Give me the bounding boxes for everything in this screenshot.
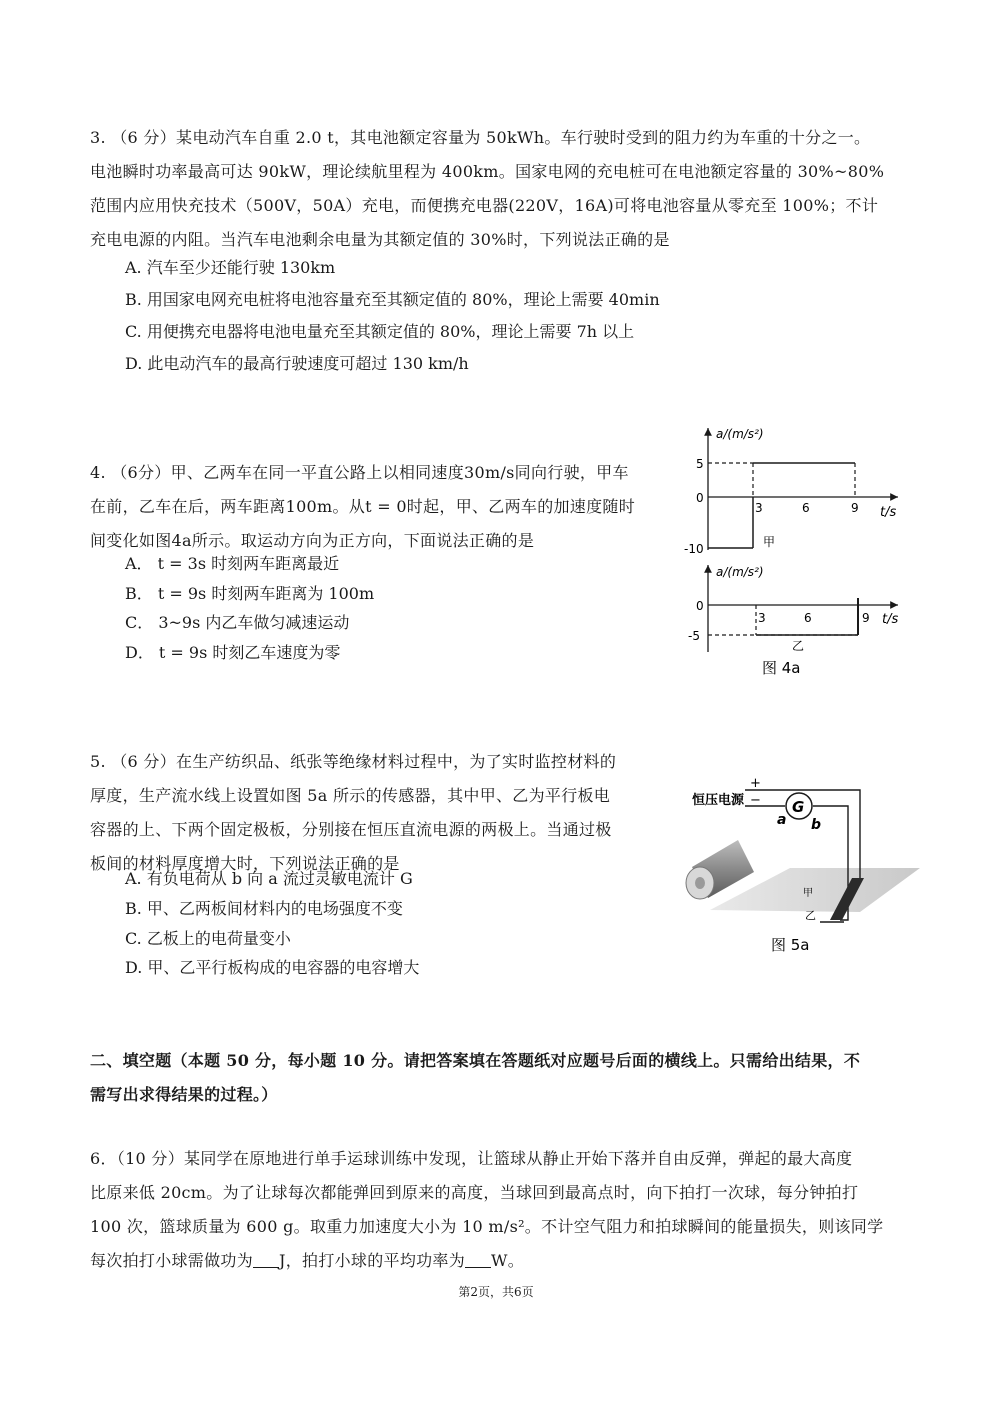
bottom-x-tick: 9 xyxy=(862,611,870,625)
top-y-tick: 5 xyxy=(696,457,704,471)
figure-5a xyxy=(670,770,930,960)
q6-line: 6．（10 分）某同学在原地进行单手运球训练中发现，让篮球从静止开始下落并自由反弹，弹起的最大高度 xyxy=(90,1149,853,1168)
q5-option-a: A. 有负电荷从 b 向 a 流过灵敏电流计 G xyxy=(125,869,413,888)
q4-option-c: C． 3~9s 内乙车做匀减速运动 xyxy=(125,613,350,632)
section-2-heading xyxy=(90,1044,920,1112)
top-y-tick: -10 xyxy=(684,542,704,556)
minus-label: − xyxy=(750,793,761,808)
q5-line: 厚度，生产流水线上设置如图 5a 所示的传感器，其中甲、乙为平行板电 xyxy=(90,786,611,805)
section-2-line: 二、填空题（本题 50 分，每小题 10 分。请把答案填在答题纸对应题号后面的横线上。只需给出结果，不 xyxy=(90,1051,861,1070)
terminal-b-label: b xyxy=(811,817,822,833)
q5-line: 板间的材料厚度增大时，下列说法正确的是 xyxy=(90,854,400,873)
q3-stem xyxy=(90,121,920,257)
bottom-x-tick: 3 xyxy=(758,611,766,625)
q4-line: 4. （6分）甲、乙两车在同一平直公路上以相同速度30m/s同向行驶，甲车 xyxy=(90,463,629,482)
q3-option-c: C. 用便携充电器将电池电量充至其额定值的 80%，理论上需要 7h 以上 xyxy=(125,322,635,341)
bottom-y-tick: 0 xyxy=(696,599,704,613)
q3-line: 电池瞬时功率最高可达 90kW，理论续航里程为 400km。国家电网的充电桩可在电池额定容量的 30%~80% xyxy=(90,162,885,181)
galvanometer-label: G xyxy=(792,798,805,816)
top-x-tick: 9 xyxy=(851,501,859,515)
top-x-label: t/s xyxy=(880,505,897,520)
plate-yi-label: 乙 xyxy=(805,909,816,922)
q4-stem xyxy=(90,456,680,558)
page-footer: 第2页，共6页 xyxy=(458,1285,534,1299)
q6-text: J，拍打小球的平均功率为 xyxy=(279,1251,466,1270)
q6-text: 每次拍打小球需做功为 xyxy=(90,1251,254,1270)
q4-option-b: B． t = 9s 时刻两车距离为 100m xyxy=(125,584,375,603)
q5-option-c: C. 乙板上的电荷量变小 xyxy=(125,929,291,948)
q3-option-b: B. 用国家电网充电桩将电池容量充至其额定值的 80%，理论上需要 40min xyxy=(125,290,660,309)
q3-option-a: A. 汽车至少还能行驶 130km xyxy=(125,258,336,277)
q5-stem xyxy=(90,745,670,881)
q3-option-d: D. 此电动汽车的最高行驶速度可超过 130 km/h xyxy=(125,354,469,373)
q6-text: W。 xyxy=(491,1251,525,1270)
q4-option-d: D． t = 9s 时刻乙车速度为零 xyxy=(125,643,341,662)
material-roll xyxy=(686,840,754,899)
figure-5a-caption: 图 5a xyxy=(771,936,810,954)
q5-option-d: D. 甲、乙平行板构成的电容器的电容增大 xyxy=(125,958,420,977)
top-x-tick: 3 xyxy=(755,501,763,515)
q3-line: 3. （6 分）某电动汽车自重 2.0 t，其电池额定容量为 50kWh。车行驶时受到的阻力约为车重的十分之一。 xyxy=(90,128,871,147)
yi-label: 乙 xyxy=(792,639,805,653)
q5-line: 容器的上、下两个固定极板，分别接在恒压直流电源的两极上。当通过极 xyxy=(90,820,612,839)
power-source-label: 恒压电源 xyxy=(692,793,745,808)
bottom-y-label: a/(m/s²) xyxy=(716,565,764,579)
q5-option-b: B. 甲、乙两板间材料内的电场强度不变 xyxy=(125,899,403,918)
answer-blank-work[interactable] xyxy=(253,1249,279,1268)
answer-blank-power[interactable] xyxy=(465,1249,491,1268)
jia-label: 甲 xyxy=(763,535,776,549)
terminal-a-label: a xyxy=(777,812,787,828)
bottom-x-tick: 6 xyxy=(804,611,812,625)
bottom-y-tick: -5 xyxy=(688,629,700,643)
q3-line: 范围内应用快充技术（500V，50A）充电，而便携充电器(220V，16A)可将电池容量从零充至 100%；不计 xyxy=(90,196,879,215)
top-y-label: a/(m/s²) xyxy=(716,427,764,441)
q6-stem xyxy=(90,1142,920,1278)
top-x-tick: 6 xyxy=(802,501,810,515)
q4-line: 间变化如图4a所示。取运动方向为正方向，下面说法正确的是 xyxy=(90,531,535,550)
bottom-x-label: t/s xyxy=(882,612,899,627)
figure-4a-caption: 图 4a xyxy=(762,659,801,677)
q4-option-a: A． t = 3s 时刻两车距离最近 xyxy=(125,554,340,573)
plus-label: + xyxy=(750,776,761,791)
section-2-line: 需写出求得结果的过程。） xyxy=(90,1085,278,1104)
q4-line: 在前，乙车在后，两车距离100m。从t = 0时起，甲、乙两车的加速度随时 xyxy=(90,497,635,516)
q6-line-last xyxy=(90,1244,920,1278)
q3-line: 充电电源的内阻。当汽车电池剩余电量为其额定值的 30%时，下列说法正确的是 xyxy=(90,230,670,249)
q6-line: 比原来低 20cm。为了让球每次都能弹回到原来的高度，当球回到最高点时，向下拍打一次球，每分钟拍打 xyxy=(90,1183,859,1202)
top-y-tick: 0 xyxy=(696,491,704,505)
q6-line: 100 次，篮球质量为 600 g。取重力加速度大小为 10 m/s²。不计空气阻力和拍球瞬间的能量损失，则该同学 xyxy=(90,1217,884,1236)
q5-line: 5. （6 分）在生产纺织品、纸张等绝缘材料过程中，为了实时监控材料的 xyxy=(90,752,617,771)
plate-jia-label: 甲 xyxy=(803,888,813,899)
figure-4a xyxy=(680,420,930,685)
